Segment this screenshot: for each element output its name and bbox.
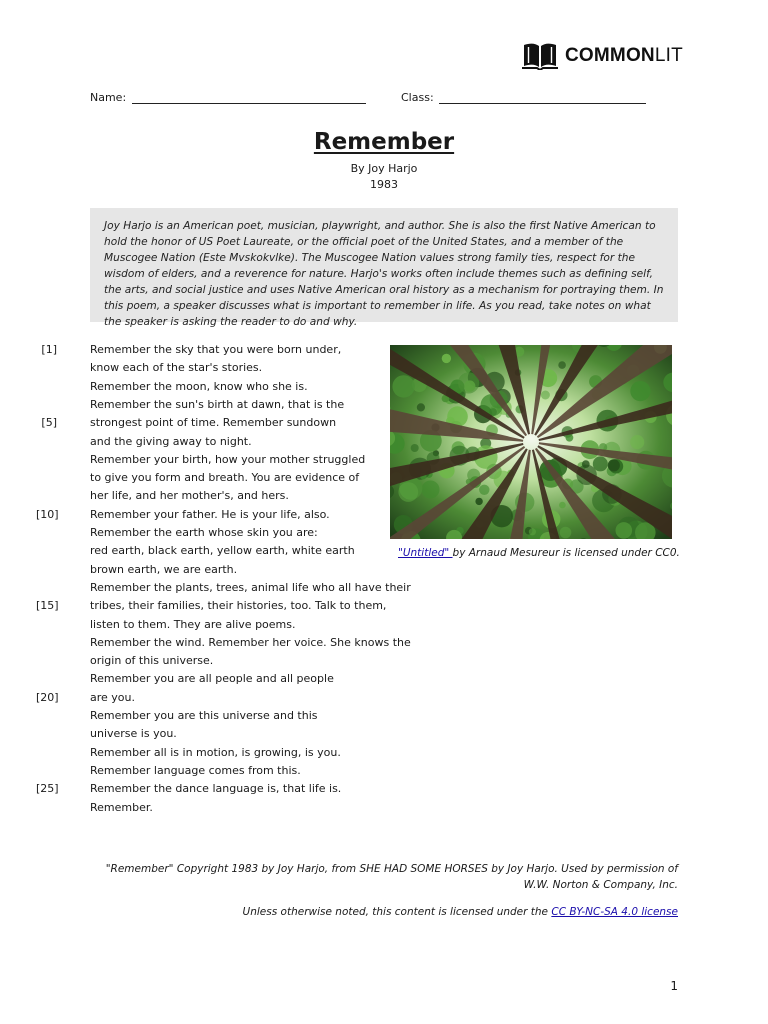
image-credit-link[interactable]: "Untitled" <box>398 547 453 559</box>
poem-line: her life, and her mother's, and hers. <box>90 489 289 503</box>
open-book-icon <box>522 42 558 70</box>
poem-line: Remember the moon, know who she is. <box>90 379 308 393</box>
poem-line: Remember all is in motion, is growing, is you. <box>90 745 341 759</box>
logo-text <box>565 45 683 67</box>
poem-line: Remember. <box>90 800 153 814</box>
poem-line: strongest point of time. Remember sundown <box>90 416 337 430</box>
poem-line: Remember your birth, how your mother struggled <box>90 452 366 466</box>
line-number: [1] <box>41 343 57 356</box>
poem-title: Remember <box>313 129 455 155</box>
poem-line: know each of the star's stories. <box>90 361 263 375</box>
poem-line: and the giving away to night. <box>90 434 252 448</box>
poem-line: Remember the sky that you were born under, <box>90 343 342 356</box>
poem-line: Remember language comes from this. <box>90 763 301 777</box>
name-label: Name: <box>90 91 127 104</box>
license-link[interactable]: CC BY-NC-SA 4.0 license <box>551 906 678 918</box>
poem-line: Remember the plants, trees, animal life who all have their <box>90 580 411 594</box>
forest-canopy-image <box>390 345 672 539</box>
intro-text: Joy Harjo is an American poet, musician, playwright, and author. She is also the first Native American to hold the honor of US Poet Laureate, or the official poet of the United States, and a member of the Muscogee Nation (Este Mvskokvlke). The Muscogee Nation values strong family ties, respect for the wisdom of elders, and a reverence for nature. Harjo's works often include themes such as defining self, the arts, and social justice and uses Native American oral history as a mechanism for portraying them. In this poem, a speaker discusses what is important to remember in life. As you read, take notes on what the speaker is asking the reader to do and why. <box>104 220 664 328</box>
poem-line: universe is you. <box>90 727 177 741</box>
line-number: [15] <box>36 599 59 613</box>
line-number: [10] <box>36 507 59 521</box>
image-caption <box>398 547 680 559</box>
poem-line: origin of this universe. <box>90 654 214 668</box>
image-credit-text: by Arnaud Mesureur is licensed under CC0. <box>452 547 680 559</box>
forest-photo <box>390 345 672 539</box>
poem-author: By Joy Harjo <box>350 162 418 175</box>
poem-line: Remember the dance language is, that life is. <box>90 782 342 796</box>
poem-line: red earth, black earth, yellow earth, white earth <box>90 544 355 558</box>
poem-line: Remember you are this universe and this <box>90 709 318 722</box>
poem-line: Remember the wind. Remember her voice. She knows the <box>90 635 411 649</box>
intro-box <box>90 208 678 328</box>
poem-line: to give you form and breath. You are evidence of <box>90 471 360 485</box>
poem-line: Remember the sun's birth at dawn, that is the <box>90 397 345 411</box>
page-number: 1 <box>670 979 678 993</box>
poem-line: tribes, their families, their histories, too. Talk to them, <box>90 599 387 613</box>
poem-year: 1983 <box>370 178 398 191</box>
class-field[interactable] <box>439 103 646 104</box>
license-text: Unless otherwise noted, this content is licensed under the <box>242 906 552 918</box>
poem-line: brown earth, we are earth. <box>90 562 238 576</box>
commonlit-logo[interactable] <box>522 42 683 70</box>
poem-line: listen to them. They are alive poems. <box>90 617 296 631</box>
line-number: [25] <box>36 782 59 796</box>
class-label: Class: <box>401 91 434 104</box>
copyright-notice: "Remember" Copyright 1983 by Joy Harjo, from SHE HAD SOME HORSES by Joy Harjo. Used by permission of W.W. Norton & Company, Inc. <box>105 863 678 891</box>
license-notice <box>243 906 678 918</box>
logo-text-light: LIT <box>654 45 683 66</box>
line-number: [5] <box>41 416 57 430</box>
poem-line: Remember the earth whose skin you are: <box>90 526 318 539</box>
poem-line: Remember your father. He is your life, also. <box>90 507 330 521</box>
poem-line: are you. <box>90 690 135 704</box>
name-field[interactable] <box>132 103 366 104</box>
line-number: [20] <box>36 690 59 704</box>
poem-line: Remember you are all people and all people <box>90 672 334 686</box>
logo-text-bold: COMMON <box>565 45 655 66</box>
